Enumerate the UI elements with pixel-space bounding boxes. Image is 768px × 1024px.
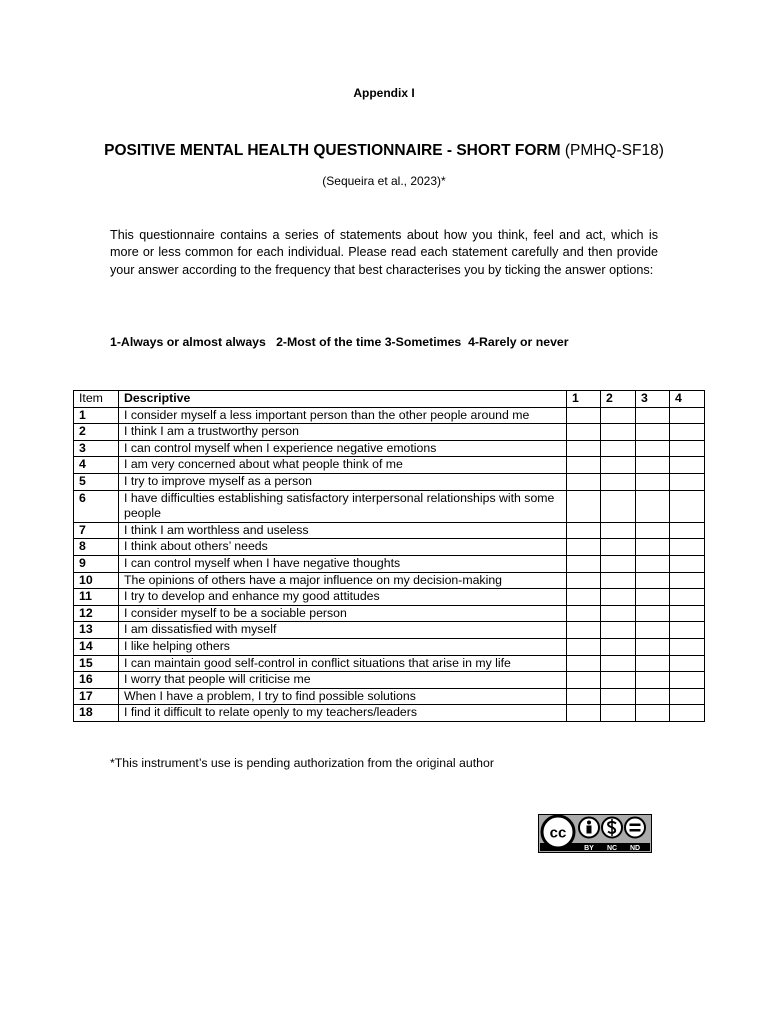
table-row: [74, 622, 705, 639]
answer-option-2-cell[interactable]: [601, 424, 636, 441]
header-descriptive: Descriptive: [119, 391, 567, 408]
item-number: 6: [74, 490, 119, 522]
answer-option-4-cell[interactable]: [670, 555, 705, 572]
answer-option-2-cell[interactable]: [601, 440, 636, 457]
answer-option-3-cell[interactable]: [636, 672, 670, 689]
answer-option-2-cell[interactable]: [601, 407, 636, 424]
answer-option-3-cell[interactable]: [636, 522, 670, 539]
answer-option-2-cell[interactable]: [601, 622, 636, 639]
item-statement: I worry that people will criticise me: [119, 672, 567, 689]
table-row: [74, 672, 705, 689]
item-number: 7: [74, 522, 119, 539]
cc-by-nc-nd-license-badge: [538, 814, 652, 853]
answer-option-2-cell[interactable]: [601, 705, 636, 722]
header-item: Item: [74, 391, 119, 408]
table-row: [74, 473, 705, 490]
table-row: [74, 655, 705, 672]
answer-option-2-cell[interactable]: [601, 490, 636, 522]
answer-option-1-cell[interactable]: [567, 705, 601, 722]
title-abbreviation: (PMHQ-SF18): [564, 142, 664, 159]
item-number: 13: [74, 622, 119, 639]
answer-option-1-cell[interactable]: [567, 589, 601, 606]
cc-logo-icon: [542, 816, 574, 848]
answer-option-4-cell[interactable]: [670, 539, 705, 556]
answer-option-1-cell[interactable]: [567, 440, 601, 457]
answer-option-1-cell[interactable]: [567, 622, 601, 639]
answer-option-3-cell[interactable]: [636, 605, 670, 622]
answer-option-1-cell[interactable]: [567, 555, 601, 572]
item-statement: I am very concerned about what people think of me: [119, 457, 567, 474]
answer-option-2-cell[interactable]: [601, 688, 636, 705]
table-row: [74, 555, 705, 572]
answer-option-3-cell[interactable]: [636, 424, 670, 441]
item-statement: When I have a problem, I try to find possible solutions: [119, 688, 567, 705]
answer-option-1-cell[interactable]: [567, 473, 601, 490]
answer-option-1-cell[interactable]: [567, 424, 601, 441]
item-statement: I like helping others: [119, 638, 567, 655]
answer-option-3-cell[interactable]: [636, 539, 670, 556]
answer-option-2-cell[interactable]: [601, 457, 636, 474]
answer-option-1-cell[interactable]: [567, 638, 601, 655]
item-number: 15: [74, 655, 119, 672]
header-option-4: 4: [670, 391, 705, 408]
attribution-icon: [579, 818, 599, 838]
header-option-1: 1: [567, 391, 601, 408]
table-row: [74, 522, 705, 539]
item-number: 12: [74, 605, 119, 622]
table-row: [74, 424, 705, 441]
item-statement: I think I am a trustworthy person: [119, 424, 567, 441]
answer-option-3-cell[interactable]: [636, 572, 670, 589]
item-number: 3: [74, 440, 119, 457]
table-row: [74, 440, 705, 457]
table-row: [74, 539, 705, 556]
table-row: [74, 688, 705, 705]
answer-option-2-cell[interactable]: [601, 555, 636, 572]
answer-option-4-cell[interactable]: [670, 522, 705, 539]
answer-option-2-cell[interactable]: [601, 473, 636, 490]
page-title: [0, 142, 768, 160]
item-statement: I try to develop and enhance my good attitudes: [119, 589, 567, 606]
table-row: [74, 572, 705, 589]
table-row: [74, 490, 705, 522]
answer-option-4-cell[interactable]: [670, 622, 705, 639]
answer-option-3-cell[interactable]: [636, 407, 670, 424]
answer-option-3-cell[interactable]: [636, 473, 670, 490]
answer-option-2-cell[interactable]: [601, 539, 636, 556]
answer-option-1-cell[interactable]: [567, 457, 601, 474]
answer-option-1-cell[interactable]: [567, 407, 601, 424]
item-number: 10: [74, 572, 119, 589]
table-row: [74, 407, 705, 424]
answer-option-4-cell[interactable]: [670, 572, 705, 589]
answer-option-4-cell[interactable]: [670, 605, 705, 622]
item-statement: I can control myself when I have negative thoughts: [119, 555, 567, 572]
answer-option-4-cell[interactable]: [670, 672, 705, 689]
item-statement: I try to improve myself as a person: [119, 473, 567, 490]
answer-option-3-cell[interactable]: [636, 655, 670, 672]
answer-option-1-cell[interactable]: [567, 672, 601, 689]
noderivatives-icon: [625, 818, 645, 838]
answer-option-4-cell[interactable]: [670, 473, 705, 490]
item-number: 9: [74, 555, 119, 572]
title-main: POSITIVE MENTAL HEALTH QUESTIONNAIRE - SHORT FORM: [104, 142, 561, 159]
answer-option-4-cell[interactable]: [670, 407, 705, 424]
answer-option-4-cell[interactable]: [670, 638, 705, 655]
item-number: 18: [74, 705, 119, 722]
answer-option-3-cell[interactable]: [636, 490, 670, 522]
answer-option-1-cell[interactable]: [567, 605, 601, 622]
answer-option-4-cell[interactable]: [670, 457, 705, 474]
license-term-by: BY: [584, 844, 594, 852]
answer-option-4-cell[interactable]: [670, 589, 705, 606]
answer-option-1-cell[interactable]: [567, 490, 601, 522]
citation: (Sequeira et al., 2023)*: [322, 174, 446, 188]
appendix-label: Appendix I: [353, 86, 415, 100]
answer-option-3-cell[interactable]: [636, 555, 670, 572]
item-statement: I think about others’ needs: [119, 539, 567, 556]
questionnaire-table: [73, 390, 705, 722]
answer-option-3-cell[interactable]: [636, 589, 670, 606]
answer-option-1-cell[interactable]: [567, 655, 601, 672]
answer-option-2-cell[interactable]: [601, 572, 636, 589]
item-number: 14: [74, 638, 119, 655]
table-body: [74, 407, 705, 721]
table-row: [74, 457, 705, 474]
item-statement: The opinions of others have a major influence on my decision-making: [119, 572, 567, 589]
answer-option-1-cell[interactable]: [567, 572, 601, 589]
answer-option-2-cell[interactable]: [601, 638, 636, 655]
answer-option-2-cell[interactable]: [601, 672, 636, 689]
answer-option-2-cell[interactable]: [601, 589, 636, 606]
answer-option-2-cell[interactable]: [601, 655, 636, 672]
table-row: [74, 589, 705, 606]
item-statement: I can control myself when I experience negative emotions: [119, 440, 567, 457]
noncommercial-icon: [602, 818, 622, 838]
answer-option-3-cell[interactable]: [636, 440, 670, 457]
license-term-nd: ND: [629, 844, 641, 852]
item-number: 16: [74, 672, 119, 689]
item-number: 2: [74, 424, 119, 441]
answer-option-3-cell[interactable]: [636, 638, 670, 655]
answer-option-2-cell[interactable]: [601, 522, 636, 539]
item-number: 4: [74, 457, 119, 474]
item-statement: I am dissatisfied with myself: [119, 622, 567, 639]
intro-paragraph: This questionnaire contains a series of statements about how you think, feel and act, which is more or less common for each individual. Please read each statement carefully and then provide your answer according to the frequency that best characterises you by ticking the answer options:: [110, 228, 658, 277]
answer-option-4-cell[interactable]: [670, 705, 705, 722]
footnote: *This instrument’s use is pending authorization from the original author: [110, 756, 494, 770]
response-scale-legend: 1-Always or almost always 2-Most of the time 3-Sometimes 4-Rarely or never: [110, 335, 569, 349]
item-statement: I find it difficult to relate openly to my teachers/leaders: [119, 705, 567, 722]
item-statement: I consider myself to be a sociable person: [119, 605, 567, 622]
cc-logo-text: cc: [549, 824, 567, 842]
table-row: [74, 605, 705, 622]
answer-option-4-cell[interactable]: [670, 655, 705, 672]
header-option-2: 2: [601, 391, 636, 408]
item-number: 8: [74, 539, 119, 556]
item-number: 11: [74, 589, 119, 606]
answer-option-4-cell[interactable]: [670, 688, 705, 705]
item-number: 5: [74, 473, 119, 490]
answer-option-3-cell[interactable]: [636, 688, 670, 705]
answer-option-3-cell[interactable]: [636, 705, 670, 722]
answer-option-3-cell[interactable]: [636, 457, 670, 474]
item-statement: I consider myself a less important person than the other people around me: [119, 407, 567, 424]
answer-option-4-cell[interactable]: [670, 490, 705, 522]
answer-option-2-cell[interactable]: [601, 605, 636, 622]
table-header-row: [74, 391, 705, 408]
license-term-nc: NC: [606, 844, 618, 852]
item-statement: I can maintain good self-control in conflict situations that arise in my life: [119, 655, 567, 672]
table-row: [74, 705, 705, 722]
item-statement: I have difficulties establishing satisfactory interpersonal relationships with some people: [119, 490, 567, 522]
answer-option-4-cell[interactable]: [670, 440, 705, 457]
answer-option-4-cell[interactable]: [670, 424, 705, 441]
table-row: [74, 638, 705, 655]
item-number: 1: [74, 407, 119, 424]
answer-option-1-cell[interactable]: [567, 539, 601, 556]
header-option-3: 3: [636, 391, 670, 408]
answer-option-1-cell[interactable]: [567, 522, 601, 539]
answer-option-3-cell[interactable]: [636, 622, 670, 639]
answer-option-1-cell[interactable]: [567, 688, 601, 705]
item-number: 17: [74, 688, 119, 705]
item-statement: I think I am worthless and useless: [119, 522, 567, 539]
